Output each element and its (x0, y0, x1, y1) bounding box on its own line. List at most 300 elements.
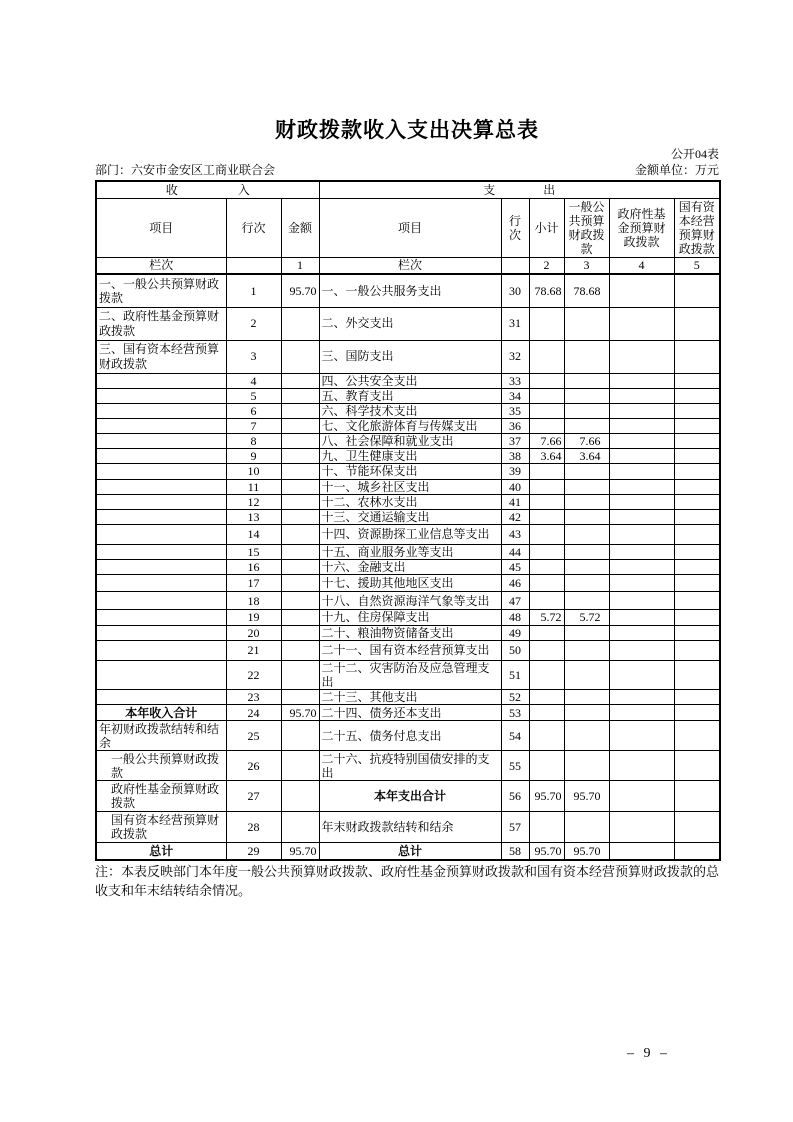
gov-fund-budget-header: 政府性基金预算财政拨款 (609, 199, 674, 258)
income-amount-cell (281, 373, 319, 388)
lane-4: 4 (609, 258, 674, 275)
income-line-cell: 23 (226, 690, 281, 705)
state-capital-cell (674, 388, 720, 403)
state-capital-cell (674, 781, 720, 812)
table-row (96, 843, 720, 860)
subtotal-cell (529, 721, 564, 751)
income-item-cell: 一般公共预算财政拨款 (96, 751, 226, 781)
expenditure-item-cell: 二、外交支出 (319, 307, 501, 340)
income-amount-cell (281, 751, 319, 781)
expenditure-line-cell: 30 (501, 274, 529, 307)
table-row (96, 449, 720, 464)
income-item-cell: 一、一般公共预算财政拨款 (96, 274, 226, 307)
expenditure-line-cell: 34 (501, 388, 529, 403)
income-amount-cell (281, 592, 319, 610)
subtotal-cell (529, 690, 564, 705)
table-row (96, 812, 720, 843)
general-budget-cell (564, 545, 609, 560)
expenditure-item-cell: 十二、农林水支出 (319, 494, 501, 509)
gov-fund-cell (609, 751, 674, 781)
state-capital-budget-header: 国有资本经营预算财政拨款 (674, 199, 720, 258)
general-budget-cell (564, 721, 609, 751)
gov-fund-cell (609, 509, 674, 524)
subtotal-cell (529, 373, 564, 388)
table-row (96, 494, 720, 509)
subtotal-cell (529, 660, 564, 689)
state-capital-cell (674, 705, 720, 721)
gov-fund-cell (609, 660, 674, 689)
subtotal-cell (529, 464, 564, 479)
gov-fund-cell (609, 592, 674, 610)
table-row (96, 610, 720, 625)
subtotal-cell (529, 509, 564, 524)
state-capital-cell (674, 843, 720, 860)
income-line-cell: 4 (226, 373, 281, 388)
page-number: – 9 – (627, 1046, 670, 1061)
subtotal-cell: 95.70 (529, 843, 564, 860)
expenditure-line-cell: 55 (501, 751, 529, 781)
income-amount-cell (281, 781, 319, 812)
subtotal-cell: 5.72 (529, 610, 564, 625)
section-banner-row (96, 181, 720, 199)
lane-blank-income (226, 258, 281, 275)
general-budget-cell (564, 509, 609, 524)
general-budget-cell (564, 592, 609, 610)
income-amount-cell (281, 479, 319, 494)
state-capital-cell (674, 509, 720, 524)
gov-fund-cell (609, 525, 674, 545)
expenditure-item-cell: 十九、住房保障支出 (319, 610, 501, 625)
subtotal-cell (529, 418, 564, 433)
expenditure-line-cell: 57 (501, 812, 529, 843)
income-amount-cell (281, 721, 319, 751)
income-amount-cell (281, 575, 319, 592)
state-capital-cell (674, 545, 720, 560)
expenditure-line-cell: 53 (501, 705, 529, 721)
state-capital-cell (674, 610, 720, 625)
gov-fund-cell (609, 434, 674, 449)
income-item-cell (96, 560, 226, 575)
expenditure-item-cell: 二十六、抗疫特别国债安排的支出 (319, 751, 501, 781)
expenditure-item-cell: 十三、交通运输支出 (319, 509, 501, 524)
gov-fund-cell (609, 625, 674, 640)
lane-2: 2 (529, 258, 564, 275)
income-item-cell: 年初财政拨款结转和结余 (96, 721, 226, 751)
expenditure-item-header: 项目 (319, 199, 501, 258)
state-capital-cell (674, 403, 720, 418)
subtotal-cell: 7.66 (529, 434, 564, 449)
income-item-cell: 三、国有资本经营预算财政拨款 (96, 340, 226, 373)
income-amount-cell (281, 625, 319, 640)
expenditure-item-cell: 本年支出合计 (319, 781, 501, 812)
subtotal-cell (529, 388, 564, 403)
income-item-cell (96, 464, 226, 479)
expenditure-line-cell: 52 (501, 690, 529, 705)
expenditure-line-cell: 32 (501, 340, 529, 373)
general-budget-cell: 3.64 (564, 449, 609, 464)
expenditure-item-cell: 四、公共安全支出 (319, 373, 501, 388)
table-row (96, 640, 720, 660)
expenditure-item-cell: 九、卫生健康支出 (319, 449, 501, 464)
income-line-cell: 25 (226, 721, 281, 751)
general-budget-cell (564, 575, 609, 592)
table-row (96, 625, 720, 640)
income-item-cell (96, 418, 226, 433)
gov-fund-cell (609, 373, 674, 388)
subtotal-cell (529, 592, 564, 610)
general-budget-cell (564, 388, 609, 403)
general-budget-cell: 78.68 (564, 274, 609, 307)
income-line-cell: 18 (226, 592, 281, 610)
general-budget-cell (564, 479, 609, 494)
expenditure-item-cell: 二十、粮油物资储备支出 (319, 625, 501, 640)
lane-number-row (96, 258, 720, 275)
income-item-cell (96, 575, 226, 592)
gov-fund-cell (609, 843, 674, 860)
subtotal-header: 小计 (529, 199, 564, 258)
income-item-cell (96, 449, 226, 464)
income-item-cell (96, 592, 226, 610)
state-capital-cell (674, 307, 720, 340)
income-line-cell: 17 (226, 575, 281, 592)
page-title: 财政拨款收入支出决算总表 (275, 119, 539, 142)
table-row (96, 373, 720, 388)
gov-fund-cell (609, 640, 674, 660)
income-amount-cell (281, 812, 319, 843)
income-item-cell (96, 660, 226, 689)
footnote: 注：本表反映部门本年度一般公共预算财政拨款、政府性基金预算财政拨款和国有资本经营预算财政拨款的总收支和年末结转结余情况。 (95, 864, 720, 898)
subtotal-cell (529, 751, 564, 781)
expenditure-line-cell: 39 (501, 464, 529, 479)
income-amount-cell (281, 340, 319, 373)
amount-unit-label: 金额单位：万元 (634, 163, 719, 177)
expenditure-line-cell: 46 (501, 575, 529, 592)
income-amount-cell (281, 464, 319, 479)
subtotal-cell (529, 625, 564, 640)
income-line-header: 行次 (226, 199, 281, 258)
subtotal-cell (529, 307, 564, 340)
expenditure-item-cell: 五、教育支出 (319, 388, 501, 403)
general-budget-cell (564, 640, 609, 660)
lane-label-expenditure: 栏次 (319, 258, 501, 275)
gov-fund-cell (609, 721, 674, 751)
table-row (96, 307, 720, 340)
income-line-cell: 16 (226, 560, 281, 575)
expenditure-item-cell: 二十四、债务还本支出 (319, 705, 501, 721)
expenditure-line-cell: 35 (501, 403, 529, 418)
expenditure-item-cell: 七、文化旅游体育与传媒支出 (319, 418, 501, 433)
expenditure-line-cell: 48 (501, 610, 529, 625)
income-item-cell (96, 690, 226, 705)
income-item-header: 项目 (96, 199, 226, 258)
expenditure-item-cell: 十六、金融支出 (319, 560, 501, 575)
fiscal-appropriation-table (95, 180, 721, 861)
expenditure-line-cell: 33 (501, 373, 529, 388)
expenditure-item-cell: 十八、自然资源海洋气象等支出 (319, 592, 501, 610)
state-capital-cell (674, 274, 720, 307)
table-body (96, 274, 720, 860)
expenditure-line-cell: 37 (501, 434, 529, 449)
income-item-cell (96, 479, 226, 494)
expenditure-item-cell: 六、科学技术支出 (319, 403, 501, 418)
income-line-cell: 28 (226, 812, 281, 843)
expenditure-item-cell: 二十一、国有资本经营预算支出 (319, 640, 501, 660)
state-capital-cell (674, 560, 720, 575)
expenditure-line-cell: 54 (501, 721, 529, 751)
income-line-cell: 29 (226, 843, 281, 860)
subtotal-cell (529, 340, 564, 373)
subtotal-cell (529, 403, 564, 418)
expenditure-line-cell: 44 (501, 545, 529, 560)
gov-fund-cell (609, 418, 674, 433)
income-amount-cell (281, 418, 319, 433)
table-row (96, 545, 720, 560)
expenditure-line-cell: 43 (501, 525, 529, 545)
gov-fund-cell (609, 307, 674, 340)
income-line-cell: 7 (226, 418, 281, 433)
table-row (96, 525, 720, 545)
income-line-cell: 27 (226, 781, 281, 812)
general-budget-header: 一般公共预算财政拨款 (564, 199, 609, 258)
income-amount-cell (281, 640, 319, 660)
table-row (96, 418, 720, 433)
column-header-row (96, 199, 720, 258)
income-amount-cell: 95.70 (281, 705, 319, 721)
expenditure-section-header: 支 出 (319, 181, 720, 199)
expenditure-line-header: 行次 (501, 199, 529, 258)
state-capital-cell (674, 464, 720, 479)
gov-fund-cell (609, 403, 674, 418)
expenditure-line-cell: 36 (501, 418, 529, 433)
table-row (96, 388, 720, 403)
income-amount-cell (281, 610, 319, 625)
income-amount-cell (281, 449, 319, 464)
subtotal-cell (529, 640, 564, 660)
expenditure-item-cell: 八、社会保障和就业支出 (319, 434, 501, 449)
state-capital-cell (674, 449, 720, 464)
gov-fund-cell (609, 479, 674, 494)
income-item-cell (96, 373, 226, 388)
state-capital-cell (674, 690, 720, 705)
table-row (96, 721, 720, 751)
table-row (96, 660, 720, 689)
table-row (96, 434, 720, 449)
subtotal-cell (529, 525, 564, 545)
expenditure-line-cell: 40 (501, 479, 529, 494)
table-row (96, 464, 720, 479)
income-item-cell (96, 640, 226, 660)
expenditure-line-cell: 56 (501, 781, 529, 812)
income-line-cell: 20 (226, 625, 281, 640)
table-row (96, 403, 720, 418)
subtotal-cell (529, 705, 564, 721)
state-capital-cell (674, 640, 720, 660)
income-line-cell: 9 (226, 449, 281, 464)
general-budget-cell (564, 464, 609, 479)
income-amount-cell (281, 509, 319, 524)
general-budget-cell (564, 307, 609, 340)
income-item-cell: 政府性基金预算财政拨款 (96, 781, 226, 812)
general-budget-cell (564, 705, 609, 721)
expenditure-line-cell: 38 (501, 449, 529, 464)
income-line-cell: 8 (226, 434, 281, 449)
income-amount-cell (281, 560, 319, 575)
table-row (96, 705, 720, 721)
expenditure-line-cell: 47 (501, 592, 529, 610)
table-row (96, 340, 720, 373)
state-capital-cell (674, 340, 720, 373)
expenditure-line-cell: 49 (501, 625, 529, 640)
state-capital-cell (674, 373, 720, 388)
expenditure-item-cell: 十七、援助其他地区支出 (319, 575, 501, 592)
income-amount-cell (281, 660, 319, 689)
lane-3: 3 (564, 258, 609, 275)
income-item-cell (96, 434, 226, 449)
income-line-cell: 26 (226, 751, 281, 781)
general-budget-cell (564, 560, 609, 575)
general-budget-cell (564, 660, 609, 689)
expenditure-line-cell: 58 (501, 843, 529, 860)
state-capital-cell (674, 525, 720, 545)
income-line-cell: 21 (226, 640, 281, 660)
income-item-cell (96, 545, 226, 560)
gov-fund-cell (609, 545, 674, 560)
state-capital-cell (674, 575, 720, 592)
table-row (96, 509, 720, 524)
income-item-cell (96, 403, 226, 418)
income-item-cell: 本年收入合计 (96, 705, 226, 721)
table-code: 公开04表 (670, 147, 719, 161)
income-line-cell: 13 (226, 509, 281, 524)
gov-fund-cell (609, 464, 674, 479)
income-amount-cell (281, 690, 319, 705)
table-row (96, 479, 720, 494)
subtotal-cell (529, 560, 564, 575)
income-item-cell (96, 625, 226, 640)
subtotal-cell: 95.70 (529, 781, 564, 812)
expenditure-item-cell: 二十五、债务付息支出 (319, 721, 501, 751)
gov-fund-cell (609, 705, 674, 721)
income-item-cell: 国有资本经营预算财政拨款 (96, 812, 226, 843)
income-amount-cell (281, 525, 319, 545)
lane-5: 5 (674, 258, 720, 275)
subtotal-cell (529, 479, 564, 494)
expenditure-item-cell: 三、国防支出 (319, 340, 501, 373)
subtotal-cell (529, 494, 564, 509)
income-line-cell: 10 (226, 464, 281, 479)
gov-fund-cell (609, 610, 674, 625)
income-line-cell: 22 (226, 660, 281, 689)
income-item-cell: 总计 (96, 843, 226, 860)
state-capital-cell (674, 494, 720, 509)
table-row (96, 575, 720, 592)
general-budget-cell: 95.70 (564, 843, 609, 860)
general-budget-cell: 7.66 (564, 434, 609, 449)
state-capital-cell (674, 660, 720, 689)
state-capital-cell (674, 592, 720, 610)
expenditure-item-cell: 二十二、灾害防治及应急管理支出 (319, 660, 501, 689)
gov-fund-cell (609, 340, 674, 373)
state-capital-cell (674, 625, 720, 640)
expenditure-item-cell: 十五、商业服务业等支出 (319, 545, 501, 560)
income-line-cell: 2 (226, 307, 281, 340)
income-line-cell: 14 (226, 525, 281, 545)
income-item-cell (96, 509, 226, 524)
expenditure-line-cell: 31 (501, 307, 529, 340)
gov-fund-cell (609, 575, 674, 592)
income-item-cell (96, 610, 226, 625)
general-budget-cell (564, 494, 609, 509)
gov-fund-cell (609, 274, 674, 307)
general-budget-cell (564, 418, 609, 433)
subtotal-cell: 78.68 (529, 274, 564, 307)
gov-fund-cell (609, 690, 674, 705)
lane-blank-expenditure (501, 258, 529, 275)
expenditure-item-cell: 一、一般公共服务支出 (319, 274, 501, 307)
table-row (96, 751, 720, 781)
gov-fund-cell (609, 812, 674, 843)
income-line-cell: 24 (226, 705, 281, 721)
gov-fund-cell (609, 560, 674, 575)
expenditure-line-cell: 42 (501, 509, 529, 524)
meta-row (95, 161, 719, 178)
state-capital-cell (674, 479, 720, 494)
income-amount-cell: 95.70 (281, 843, 319, 860)
department-label: 部门：六安市金安区工商业联合会 (95, 163, 276, 177)
income-amount-cell (281, 545, 319, 560)
subtotal-cell (529, 812, 564, 843)
income-item-cell: 二、政府性基金预算财政拨款 (96, 307, 226, 340)
state-capital-cell (674, 721, 720, 751)
income-line-cell: 5 (226, 388, 281, 403)
general-budget-cell (564, 525, 609, 545)
income-item-cell (96, 525, 226, 545)
income-amount-cell: 95.70 (281, 274, 319, 307)
state-capital-cell (674, 434, 720, 449)
expenditure-item-cell: 十四、资源勘探工业信息等支出 (319, 525, 501, 545)
expenditure-line-cell: 50 (501, 640, 529, 660)
subtotal-cell (529, 545, 564, 560)
state-capital-cell (674, 418, 720, 433)
general-budget-cell: 5.72 (564, 610, 609, 625)
income-line-cell: 3 (226, 340, 281, 373)
table-row (96, 274, 720, 307)
general-budget-cell (564, 403, 609, 418)
expenditure-item-cell: 二十三、其他支出 (319, 690, 501, 705)
table-row (96, 781, 720, 812)
income-line-cell: 6 (226, 403, 281, 418)
income-amount-cell (281, 403, 319, 418)
gov-fund-cell (609, 388, 674, 403)
income-amount-cell (281, 388, 319, 403)
subtotal-cell (529, 575, 564, 592)
table-row (96, 592, 720, 610)
lane-label-income: 栏次 (96, 258, 226, 275)
income-line-cell: 1 (226, 274, 281, 307)
income-amount-cell (281, 434, 319, 449)
gov-fund-cell (609, 494, 674, 509)
state-capital-cell (674, 812, 720, 843)
income-item-cell (96, 388, 226, 403)
general-budget-cell (564, 340, 609, 373)
subtotal-cell: 3.64 (529, 449, 564, 464)
income-amount-header: 金额 (281, 199, 319, 258)
income-amount-cell (281, 307, 319, 340)
general-budget-cell (564, 751, 609, 781)
expenditure-line-cell: 51 (501, 660, 529, 689)
table-row (96, 560, 720, 575)
expenditure-line-cell: 41 (501, 494, 529, 509)
